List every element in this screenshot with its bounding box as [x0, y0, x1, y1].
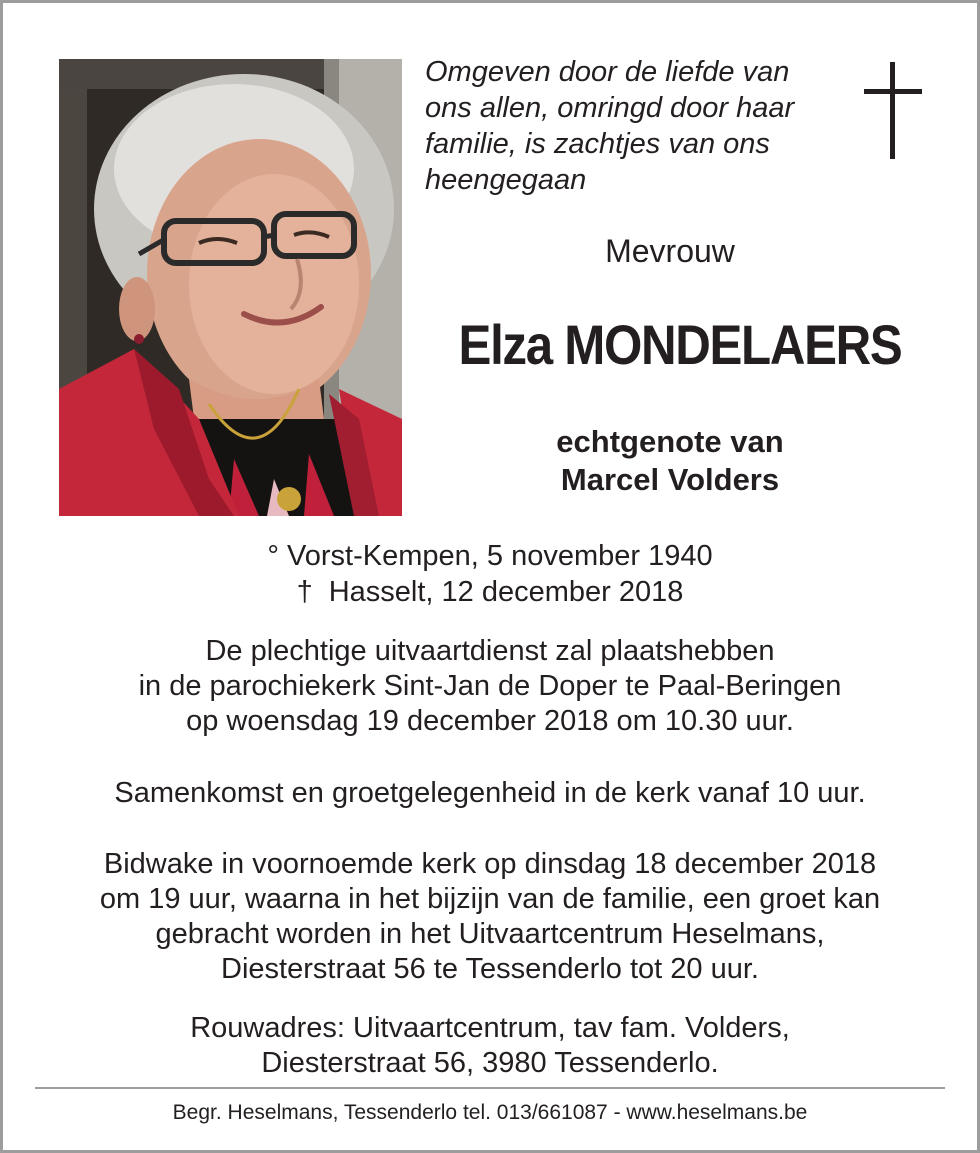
death-line	[0, 575, 980, 610]
salutation: Mevrouw	[605, 233, 735, 269]
spouse-label: echtgenote van	[556, 424, 784, 459]
service-line: De plechtige uitvaartdienst zal plaatshebben	[205, 635, 775, 667]
birth-line: ° Vorst-Kempen, 5 november 1940	[267, 540, 713, 572]
death-text: Hasselt, 12 december 2018	[328, 576, 684, 608]
deceased-name: Elza MONDELAERS	[458, 313, 902, 376]
intro-text: Omgeven door de liefde van ons allen, omringd door haar familie, is zachtjes van ons heengegaan	[425, 56, 795, 196]
service-block	[0, 634, 980, 739]
gathering-text: Samenkomst en groetgelegenheid in de kerk vanaf 10 uur.	[114, 777, 866, 809]
footer-text: Begr. Heselmans, Tessenderlo tel. 013/661087 - www.heselmans.be	[172, 1101, 808, 1124]
service-line: op woensdag 19 december 2018 om 10.30 uur.	[186, 705, 794, 737]
wake-block	[0, 847, 980, 987]
spouse-block	[470, 423, 870, 499]
spouse-name: Marcel Volders	[560, 462, 780, 497]
cross-icon	[864, 62, 922, 160]
dagger-icon: †	[296, 576, 313, 608]
address-line: Rouwadres: Uitvaartcentrum, tav fam. Volders,	[190, 1012, 790, 1044]
portrait-photo	[59, 59, 402, 516]
wake-line: gebracht worden in het Uitvaartcentrum Heselmans,	[155, 918, 825, 950]
address-block	[0, 1011, 980, 1081]
wake-line: om 19 uur, waarna in het bijzijn van de familie, een groet kan	[99, 883, 881, 915]
footer-divider	[35, 1087, 945, 1089]
wake-line: Diesterstraat 56 te Tessenderlo tot 20 uur.	[221, 953, 759, 985]
service-line: in de parochiekerk Sint-Jan de Doper te Paal-Beringen	[138, 670, 842, 702]
wake-line: Bidwake in voornoemde kerk op dinsdag 18 december 2018	[103, 848, 877, 880]
address-line: Diesterstraat 56, 3980 Tessenderlo.	[261, 1047, 719, 1079]
